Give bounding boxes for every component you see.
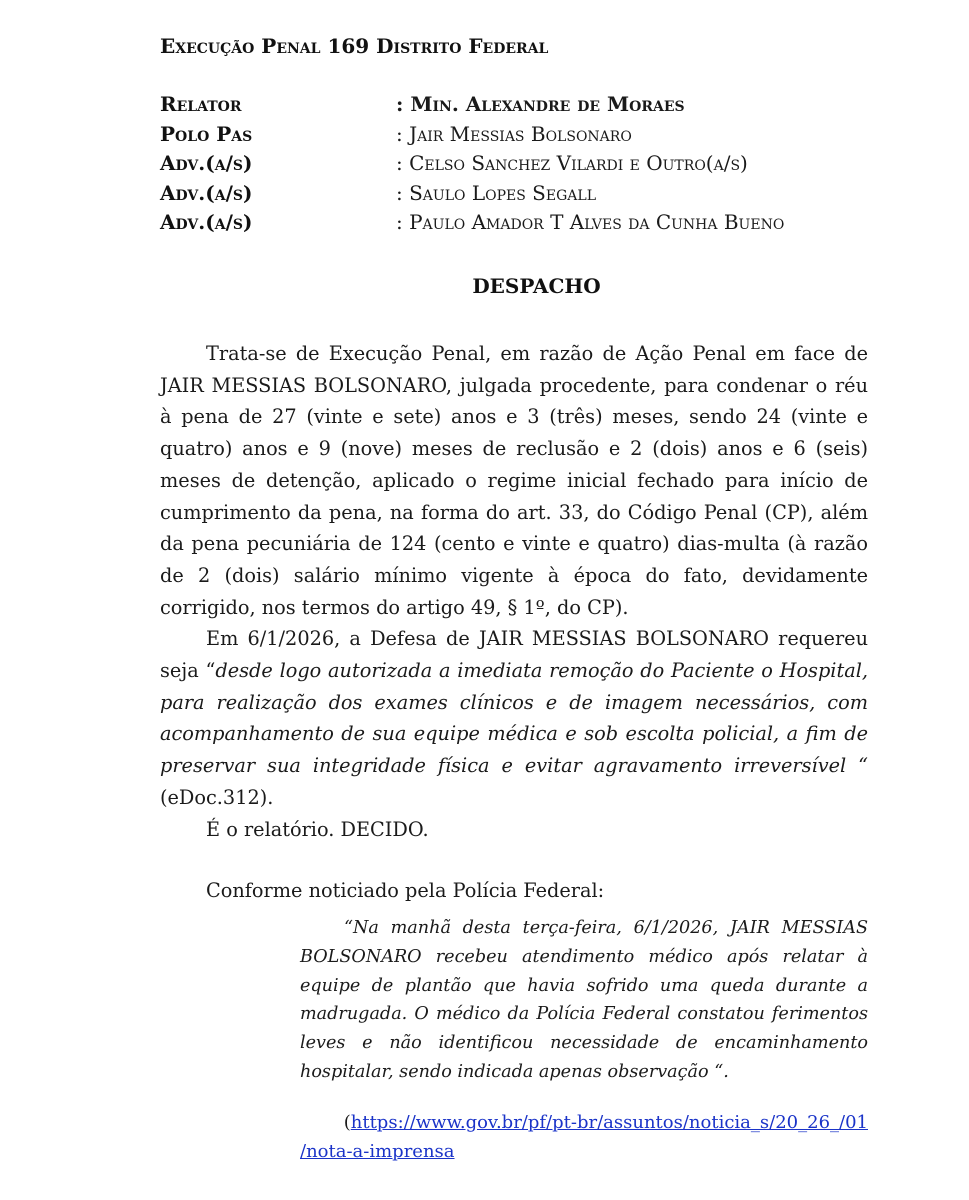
party-row xyxy=(160,210,880,240)
party-row xyxy=(160,151,880,181)
block-quote xyxy=(300,914,868,1087)
quote-text: “Na manhã desta terça-feira, 6/1/2026, JAIR MESSIAS BOLSONARO recebeu atendimento médico após relatar à equipe de plantão que havia sofrido uma queda durante a madrugada. O médico da Polícia Federal constatou ferimentos leves e não identificou necessidade de encaminhamento hospitalar, sendo indicada apenas observação “. xyxy=(300,918,868,1082)
quoted-request: desde logo autorizada a imediata remoção do Paciente o Hospital, para realização dos exames clínicos e de imagem necessários, com acompanhamento de sua equipe médica e sob escolta policial, a fim de preservar sua integridade física e evitar agravamento irreversível “ xyxy=(160,659,868,778)
parties-list xyxy=(160,92,880,240)
party-label: Polo Pas xyxy=(160,121,253,146)
paragraph-summary: Trata-se de Execução Penal, em razão de Ação Penal em face de JAIR MESSIAS BOLSONARO, julgada procedente, para condenar o réu à pena de 27 (vinte e sete) anos e 3 (três) meses, sendo 24 (vinte e quatro) anos e 9 (nove) meses de reclusão e 2 (dois) anos e 6 (seis) meses de detenção, aplicado o regime inicial fechado para início de cumprimento da pena, na forma do art. 33, do Código Penal (CP), além da pena pecuniária de 124 (cento e vinte e quatro) dias-multa (à razão de 2 (dois) salário mínimo vigente à época do fato, devidamente corrigido, nos termos do artigo 49, § 1º, do CP). xyxy=(160,342,868,619)
party-label: Adv.(a/s) xyxy=(160,210,253,234)
document-body xyxy=(160,338,868,907)
source-link[interactable]: https://www.gov.br/pf/pt-br/assuntos/noticia_s/20_26_/01 xyxy=(350,1112,868,1133)
party-value: : Saulo Lopes Segall xyxy=(396,180,596,205)
party-row xyxy=(160,122,880,152)
party-label: Relator xyxy=(160,92,242,116)
case-title: Execução Penal 169 Distrito Federal xyxy=(160,34,549,58)
party-value: : Jair Messias Bolsonaro xyxy=(396,121,632,146)
document-heading: DESPACHO xyxy=(472,274,601,298)
open-paren: ( xyxy=(343,1112,351,1133)
paragraph-text: (eDoc.312). xyxy=(160,785,274,809)
party-value: : Paulo Amador T Alves da Cunha Bueno xyxy=(396,210,785,234)
party-value: : Celso Sanchez Vilardi e Outro(a/s) xyxy=(396,151,748,175)
paragraph-decision: É o relatório. DECIDO. xyxy=(206,817,429,841)
party-label: Adv.(a/s) xyxy=(160,151,253,175)
paragraph-police-note: Conforme noticiado pela Polícia Federal: xyxy=(206,879,605,903)
source-link-line-2 xyxy=(300,1137,455,1166)
party-label: Adv.(a/s) xyxy=(160,180,253,205)
paragraph-defense-request xyxy=(160,623,868,813)
party-row xyxy=(160,92,880,122)
party-value: : Min. Alexandre de Moraes xyxy=(396,92,685,116)
paragraph-text: Em 6/1/2026, a Defesa de JAIR MESSIAS BOLSONARO requereu seja “ xyxy=(160,627,868,683)
source-link-line xyxy=(300,1108,868,1137)
source-link-continued[interactable]: /nota-a-imprensa xyxy=(300,1141,455,1162)
party-row xyxy=(160,181,880,211)
